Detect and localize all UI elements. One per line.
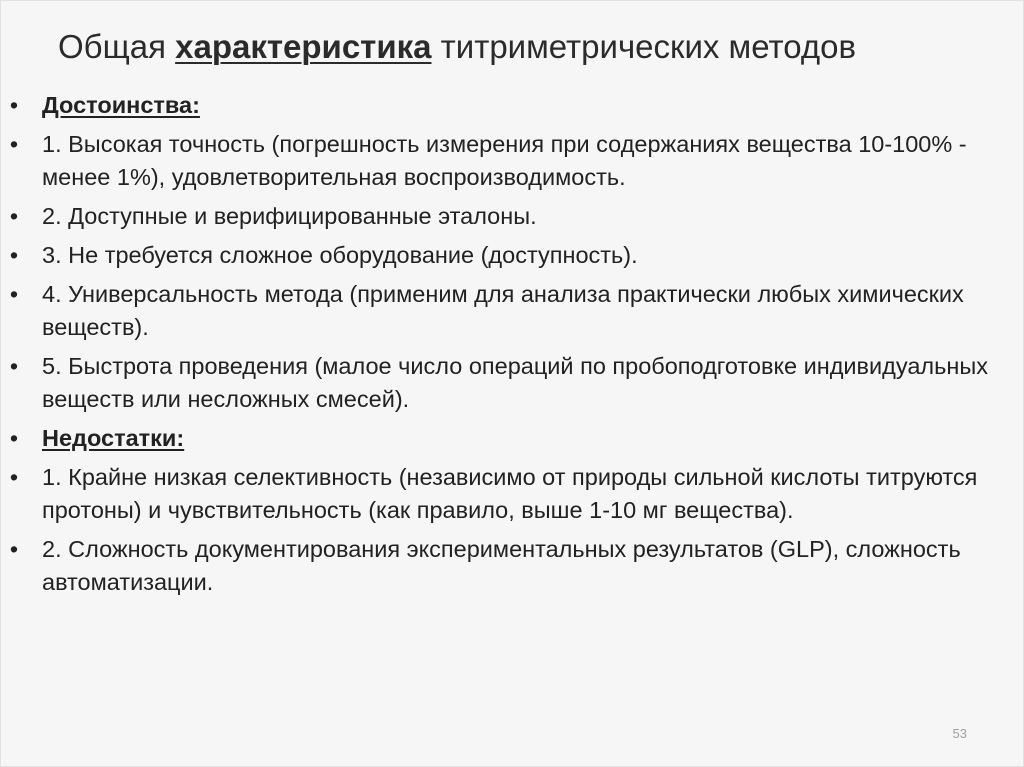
bullet-item [0,350,1024,416]
bullet-item [0,239,1024,272]
bullet-icon: • [9,425,19,451]
title-suffix: титриметрических методов [431,28,857,65]
slide-title [58,26,998,68]
advantages-heading: Достоинства: [42,92,200,118]
bullet-icon: • [9,464,19,490]
bullet-icon: • [9,353,19,379]
bullet-icon: • [9,131,19,157]
page-number: 53 [952,726,967,741]
bullet-icon: • [9,203,19,229]
bullet-text: 5. Быстрота проведения (малое число операций по пробоподготовке индивидуальных веществ или несложных смесей). [42,353,989,412]
bullet-item [0,533,1024,599]
bullet-heading-advantages [0,89,1024,122]
title-prefix: Общая [58,28,176,65]
bullet-icon: • [9,92,19,118]
bullet-icon: • [9,242,19,268]
bullet-text: 1. Крайне низкая селективность (независимо от природы сильной кислоты титруются протоны) и чувствительность (как правило, выше 1-10 мг вещества). [42,464,978,523]
bullet-item [0,278,1024,344]
bullet-text: 3. Не требуется сложное оборудование (доступность). [42,242,638,268]
bullet-item [0,128,1024,194]
bullet-list [0,89,1024,605]
disadvantages-heading: Недостатки: [42,425,185,451]
bullet-text: 2. Сложность документирования экспериментальных результатов (GLP), сложность автоматизации. [42,536,961,595]
bullet-heading-disadvantages [0,422,1024,455]
bullet-text: 4. Универсальность метода (применим для анализа практически любых химических веществ). [42,281,964,340]
bullet-text: 1. Высокая точность (погрешность измерения при содержаниях вещества 10-100% - менее 1%), удовлетворительная воспроизводимость. [42,131,967,190]
bullet-icon: • [9,536,19,562]
bullet-item [0,200,1024,233]
bullet-text: 2. Доступные и верифицированные эталоны. [42,203,537,229]
bullet-item [0,461,1024,527]
bullet-icon: • [9,281,19,307]
title-accent: характеристика [175,28,432,65]
